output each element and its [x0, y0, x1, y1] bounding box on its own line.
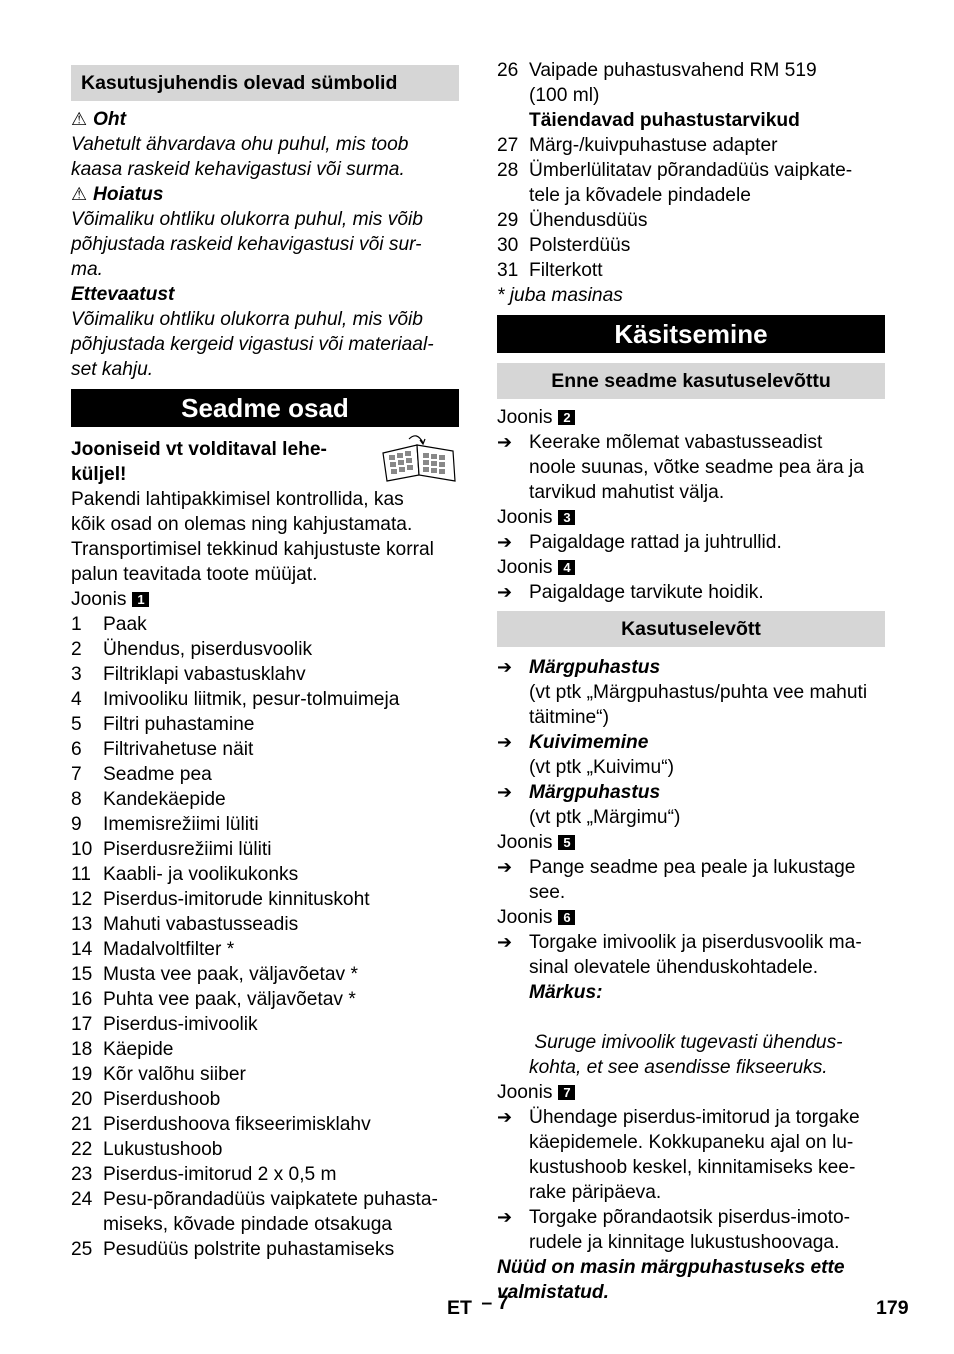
footer-section-page: – 7 — [481, 1292, 509, 1314]
mode-ref: täitmine“) — [529, 707, 609, 728]
list-item — [71, 1087, 459, 1112]
arrow-right-icon: ➔ — [497, 932, 513, 952]
list-item — [71, 612, 459, 637]
item-number: 26 — [497, 60, 519, 81]
accessories-heading: Täiendavad puhastustarvikud — [529, 110, 800, 131]
item-label: Piserdus-imivoolik — [103, 1014, 258, 1035]
item-number: 1 — [71, 614, 82, 635]
figure-number-badge: 6 — [558, 910, 575, 925]
mode-ref: (vt ptk „Kuivimu“) — [529, 757, 674, 778]
item-number: 28 — [497, 160, 519, 181]
list-item — [71, 1112, 459, 1137]
note-title: Märkus: — [529, 982, 603, 1003]
list-item — [71, 937, 459, 962]
left-column — [71, 58, 459, 1262]
figure-number-badge: 7 — [558, 1085, 575, 1100]
mode-title: Märgpuhastus — [529, 782, 661, 803]
danger-title-row — [71, 107, 459, 132]
figure-3-ref — [497, 505, 885, 530]
list-item — [71, 987, 459, 1012]
step-fig4 — [497, 580, 885, 605]
caution-line-2: põhjustada kergeid vigastusi või materiaal- — [71, 334, 434, 355]
step-line: kustushoob keskel, kinnitamiseks kee- — [529, 1157, 856, 1178]
figure-label: Joonis — [497, 507, 553, 528]
step-line: tarvikud mahutist välja. — [529, 482, 725, 503]
item-label: Filtriklapi vabastusklahv — [103, 664, 306, 685]
intro-line-3: Transportimisel tekkinud kahjustuste korral — [71, 539, 434, 560]
mode-ref: (vt ptk „Märgimu“) — [529, 807, 681, 828]
item-label: Piserdusrežiimi lüliti — [103, 839, 272, 860]
list-item — [71, 1237, 459, 1262]
item-number: 2 — [71, 639, 82, 660]
intro-line-2: kõik osad on olemas ning kahjustamata. — [71, 514, 413, 535]
figure-label: Joonis — [497, 832, 553, 853]
note-text — [497, 1005, 885, 1080]
figure-2-ref — [497, 405, 885, 430]
list-item — [497, 158, 885, 183]
item-label: miseks, kõvade pindade otsakuga — [103, 1214, 393, 1235]
step-fig2 — [497, 430, 885, 505]
item-number: 21 — [71, 1114, 93, 1135]
item-number: 11 — [71, 864, 91, 885]
list-item — [497, 58, 885, 83]
foldout-line-1: Jooniseid vt volditaval lehe- — [71, 439, 327, 460]
item-label: Polsterdüüs — [529, 235, 631, 256]
caution-text — [71, 307, 459, 382]
item-label: Pesudüüs polstrite puhastamiseks — [103, 1239, 395, 1260]
step-line: Pange seadme pea peale ja lukustage — [529, 857, 856, 878]
item-number: 8 — [71, 789, 82, 810]
parts-heading: Seadme osad — [71, 389, 459, 427]
item-number: 29 — [497, 210, 519, 231]
item-label: Ümberlülitatav põrandadüüs vaipkate- — [529, 160, 853, 181]
arrow-right-icon: ➔ — [497, 532, 513, 552]
item-label: tele ja kõvadele pindadele — [529, 185, 751, 206]
item-number: 7 — [71, 764, 82, 785]
final-line: Nüüd on masin märgpuhastuseks ette — [497, 1257, 845, 1278]
item-number: 15 — [71, 964, 93, 985]
item-number — [497, 83, 529, 108]
item-number: 18 — [71, 1039, 93, 1060]
arrow-right-icon: ➔ — [497, 657, 513, 677]
list-item — [497, 183, 885, 208]
before-use-heading: Enne seadme kasutuselevõttu — [497, 363, 885, 399]
footnote: * juba masinas — [497, 285, 623, 306]
list-item — [71, 912, 459, 937]
item-label: Madalvoltfilter * — [103, 939, 235, 960]
step-line: sinal olevatele ühenduskohtadele. — [529, 957, 819, 978]
list-item — [71, 887, 459, 912]
item-label: Ühendus, piserdusvoolik — [103, 639, 313, 660]
list-item — [71, 637, 459, 662]
figure-5-ref — [497, 830, 885, 855]
item-number: 24 — [71, 1189, 93, 1210]
caution-line-3: set kahju. — [71, 359, 154, 380]
step-line: Paigaldage rattad ja juhtrullid. — [529, 532, 782, 553]
list-item — [71, 837, 459, 862]
item-number: 19 — [71, 1064, 93, 1085]
figure-label: Joonis — [71, 589, 127, 610]
step-line: Torgake põrandaotsik piserdus-imoto- — [529, 1207, 851, 1228]
operation-heading: Käsitsemine — [497, 315, 885, 353]
item-number: 3 — [71, 664, 82, 685]
item-label: Puhta vee paak, väljavõetav * — [103, 989, 356, 1010]
parts-list — [71, 612, 459, 1262]
item-number: 6 — [71, 739, 82, 760]
list-item — [71, 687, 459, 712]
right-column — [497, 58, 885, 1305]
figure-label: Joonis — [497, 557, 553, 578]
startup-heading: Kasutuselevõtt — [497, 611, 885, 647]
item-number: 25 — [71, 1239, 93, 1260]
intro-text — [71, 487, 459, 587]
figure-number-badge: 5 — [558, 835, 575, 850]
item-number: 13 — [71, 914, 93, 935]
item-number: 10 — [71, 839, 93, 860]
item-number: 14 — [71, 939, 93, 960]
danger-line-2: kaasa raskeid kehavigastusi või surma. — [71, 159, 405, 180]
item-number: 5 — [71, 714, 82, 735]
list-item — [71, 762, 459, 787]
item-label: Märg-/kuivpuhastuse adapter — [529, 135, 778, 156]
arrow-right-icon: ➔ — [497, 1207, 513, 1227]
figure-4-ref — [497, 555, 885, 580]
figure-7-ref — [497, 1080, 885, 1105]
item-number: 27 — [497, 135, 519, 156]
mode-wet-2 — [497, 780, 885, 830]
item-number: 20 — [71, 1089, 93, 1110]
mode-title: Märgpuhastus — [529, 657, 661, 678]
list-item — [71, 962, 459, 987]
step-fig5 — [497, 855, 885, 905]
footer-language — [447, 1292, 509, 1321]
step-line: see. — [529, 882, 566, 903]
list-item — [71, 812, 459, 837]
item-label: Kaabli- ja voolikukonks — [103, 864, 299, 885]
arrow-right-icon: ➔ — [497, 1107, 513, 1127]
item-number — [497, 183, 529, 208]
list-item — [71, 737, 459, 762]
danger-text — [71, 132, 459, 182]
list-item — [497, 233, 885, 258]
final-line: valmistatud. — [497, 1282, 609, 1303]
item-number: 16 — [71, 989, 93, 1010]
step-line: Torgake imivoolik ja piserdusvoolik ma- — [529, 932, 862, 953]
item-label: Filterkott — [529, 260, 603, 281]
item-label: Musta vee paak, väljavõetav * — [103, 964, 358, 985]
item-label: Piserdus-imitorud 2 x 0,5 m — [103, 1164, 337, 1185]
accessories-list — [497, 133, 885, 283]
item-label: Ühendusdüüs — [529, 210, 648, 231]
item-number: 9 — [71, 814, 82, 835]
step-line: Keerake mõlemat vabastusseadist — [529, 432, 823, 453]
item-number: 22 — [71, 1139, 93, 1160]
list-item — [497, 208, 885, 233]
page-number: 179 — [876, 1297, 909, 1319]
symbols-heading: Kasutusjuhendis olevad sümbolid — [71, 65, 459, 101]
item-label: Vaipade puhastusvahend RM 519 — [529, 60, 817, 81]
figure-1-ref — [71, 587, 459, 612]
list-item — [497, 133, 885, 158]
note-line: Suruge imivoolik tugevasti ühendus- — [529, 1032, 843, 1053]
list-item — [71, 1137, 459, 1162]
item-label: Pesu-põrandadüüs vaipkatete puhasta- — [103, 1189, 438, 1210]
item-number: 31 — [497, 260, 519, 281]
item-label: Imemisrežiimi lüliti — [103, 814, 259, 835]
warning-text — [71, 207, 459, 282]
item-number: 30 — [497, 235, 519, 256]
foldout-line-2: küljel! — [71, 464, 127, 485]
list-item — [71, 1037, 459, 1062]
item-label: Paak — [103, 614, 147, 635]
item-label: Piserdus-imitorude kinnituskoht — [103, 889, 370, 910]
warning-line-2: põhjustada raskeid kehavigastusi või sur- — [71, 234, 422, 255]
figure-number-badge: 2 — [558, 410, 575, 425]
booklet-icon — [379, 431, 459, 485]
note-line: kohta, et see asendisse fikseeruks. — [529, 1057, 828, 1078]
item-number: 4 — [71, 689, 82, 710]
list-item — [71, 1162, 459, 1187]
step-line: Paigaldage tarvikute hoidik. — [529, 582, 764, 603]
list-item — [71, 1187, 459, 1212]
item-label: Filtrivahetuse näit — [103, 739, 254, 760]
item-label: Kandekäepide — [103, 789, 226, 810]
mode-title: Kuivimemine — [529, 732, 649, 753]
warning-triangle-icon: ⚠ — [71, 184, 88, 204]
item-label: Kõr valõhu siiber — [103, 1064, 246, 1085]
arrow-right-icon: ➔ — [497, 857, 513, 877]
step-line: käepidemele. Kokkupaneku ajal on lu- — [529, 1132, 854, 1153]
list-item — [71, 1012, 459, 1037]
footer-lang-code: ET — [447, 1297, 472, 1319]
step-fig3 — [497, 530, 885, 555]
item-label: Lukustushoob — [103, 1139, 223, 1160]
danger-title: Oht — [93, 109, 127, 130]
list-item — [71, 662, 459, 687]
item-label: Piserdushoob — [103, 1089, 221, 1110]
item-label: Mahuti vabastusseadis — [103, 914, 299, 935]
item-number: 23 — [71, 1164, 93, 1185]
warning-title: Hoiatus — [93, 184, 164, 205]
figure-label: Joonis — [497, 407, 553, 428]
warning-title-row — [71, 182, 459, 207]
warning-line-3: ma. — [71, 259, 103, 280]
warning-line-1: Võimaliku ohtliku olukorra puhul, mis võib — [71, 209, 423, 230]
mode-dry — [497, 730, 885, 780]
item-number: 17 — [71, 1014, 93, 1035]
parts-list-continued — [497, 58, 885, 108]
item-label: Piserdushoova fikseerimisklahv — [103, 1114, 371, 1135]
caution-title: Ettevaatust — [71, 284, 175, 305]
intro-line-1: Pakendi lahtipakkimisel kontrollida, kas — [71, 489, 404, 510]
step-line: noole suunas, võtke seadme pea ära ja — [529, 457, 864, 478]
step-fig7a — [497, 1105, 885, 1205]
figure-number-badge: 3 — [558, 510, 575, 525]
caution-line-1: Võimaliku ohtliku olukorra puhul, mis võib — [71, 309, 423, 330]
final-note — [497, 1255, 885, 1305]
item-label: Filtri puhastamine — [103, 714, 255, 735]
mode-wet — [497, 655, 885, 730]
figure-number-badge: 1 — [132, 592, 149, 607]
mode-ref: (vt ptk „Märgpuhastus/puhta vee mahuti — [529, 682, 868, 703]
step-line: rake päripäeva. — [529, 1182, 662, 1203]
figure-number-badge: 4 — [558, 560, 575, 575]
list-item — [71, 787, 459, 812]
item-number: 12 — [71, 889, 93, 910]
arrow-right-icon: ➔ — [497, 732, 513, 752]
step-line: Ühendage piserdus-imitorud ja torgake — [529, 1107, 860, 1128]
item-label: Imivooliku liitmik, pesur-tolmuimeja — [103, 689, 400, 710]
list-item — [71, 1212, 459, 1237]
list-item — [71, 712, 459, 737]
list-item — [497, 83, 885, 108]
figure-label: Joonis — [497, 1082, 553, 1103]
arrow-right-icon: ➔ — [497, 582, 513, 602]
intro-line-4: palun teavitada toote müüjat. — [71, 564, 318, 585]
figure-6-ref — [497, 905, 885, 930]
list-item — [71, 1062, 459, 1087]
step-fig7b — [497, 1205, 885, 1255]
step-fig6 — [497, 930, 885, 980]
arrow-right-icon: ➔ — [497, 432, 513, 452]
arrow-right-icon: ➔ — [497, 782, 513, 802]
list-item — [71, 862, 459, 887]
warning-triangle-icon: ⚠ — [71, 109, 88, 129]
item-label: (100 ml) — [529, 85, 600, 106]
danger-line-1: Vahetult ähvardava ohu puhul, mis toob — [71, 134, 409, 155]
step-line: rudele ja kinnitage lukustushoovaga. — [529, 1232, 840, 1253]
item-label: Käepide — [103, 1039, 174, 1060]
list-item — [497, 258, 885, 283]
item-label: Seadme pea — [103, 764, 212, 785]
item-number — [71, 1212, 103, 1237]
figure-label: Joonis — [497, 907, 553, 928]
foldout-block — [71, 437, 459, 487]
